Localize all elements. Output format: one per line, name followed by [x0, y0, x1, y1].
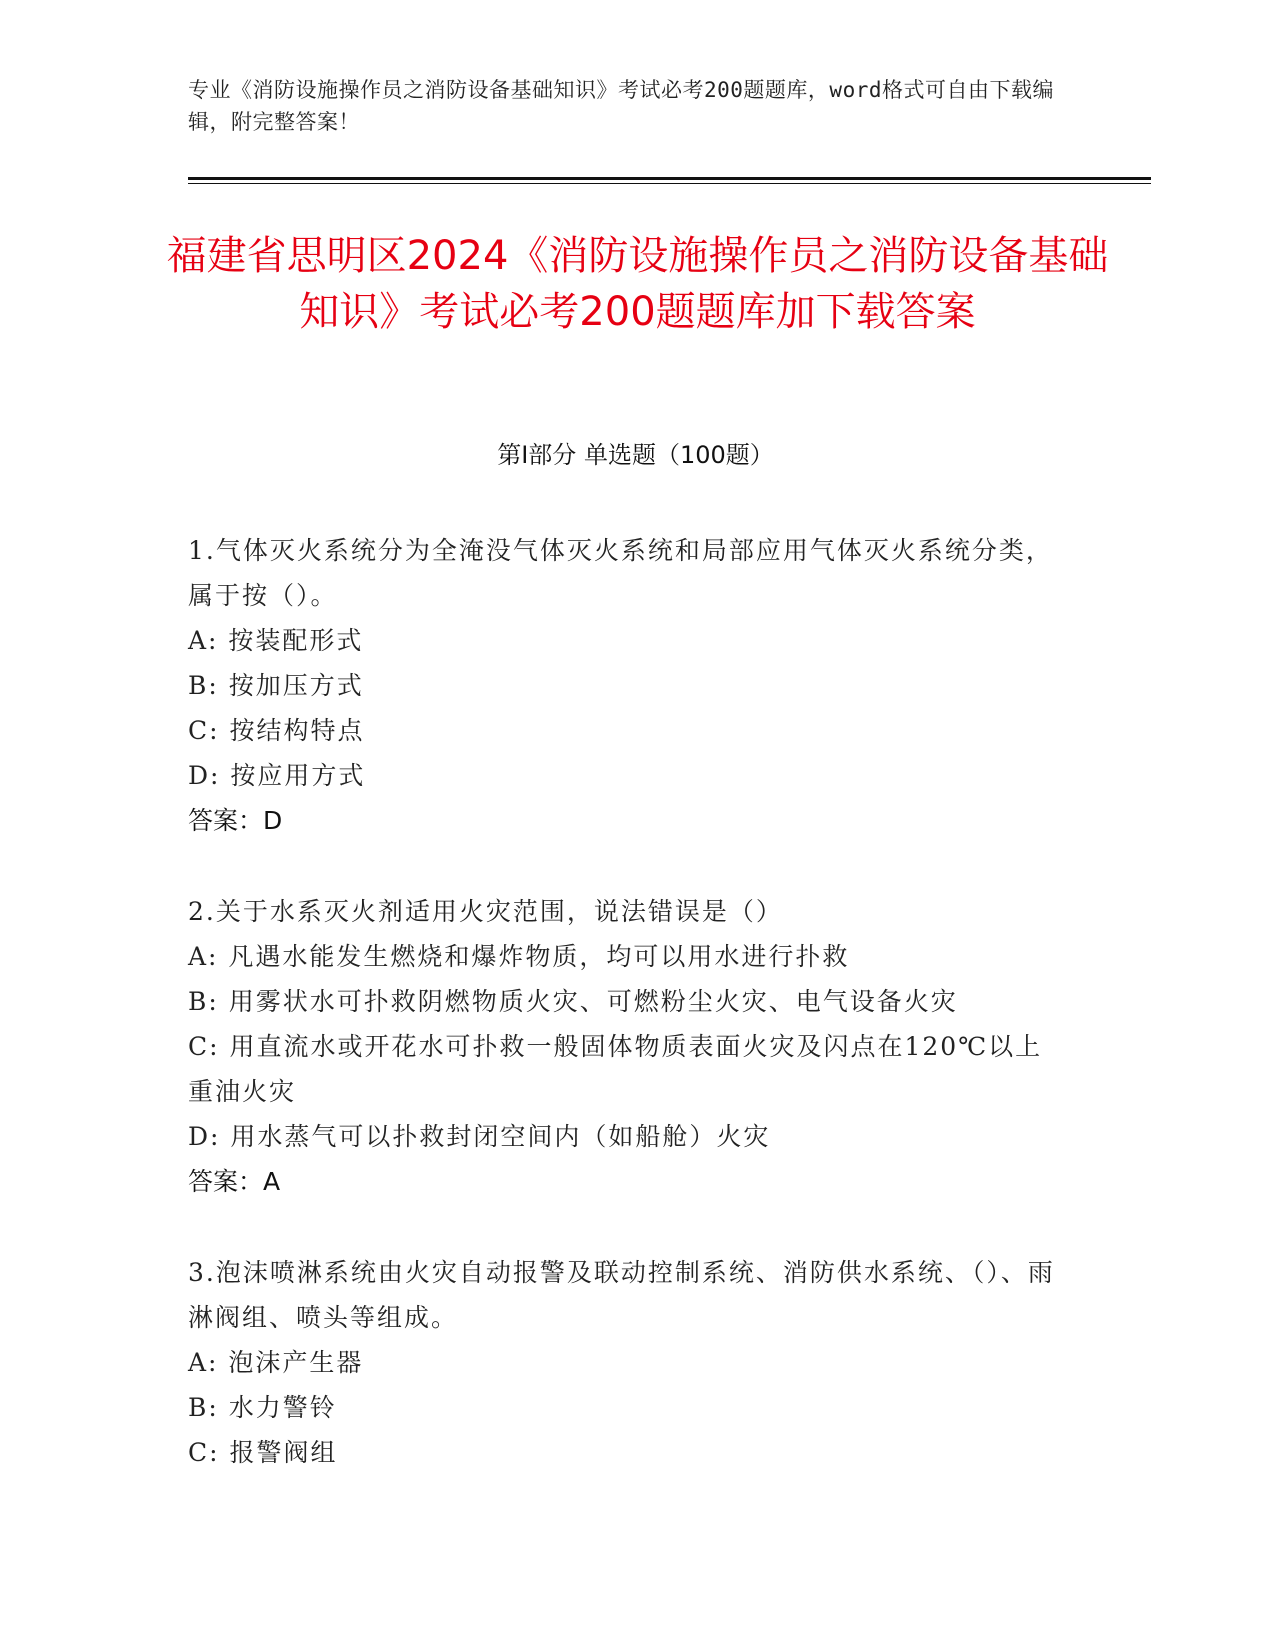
option-a: A: 按装配形式 [188, 626, 364, 655]
header-note: 专业《消防设施操作员之消防设备基础知识》考试必考200题题库，word格式可自由下载编辑，附完整答案！ [188, 78, 1054, 134]
option-c: C: 用直流水或开花水可扑救一般固体物质表面火灾及闪点在120℃以上重油火灾 [188, 1032, 1043, 1106]
header-divider-thick [188, 177, 1151, 180]
option-c: C: 报警阀组 [188, 1438, 338, 1467]
option-d: D: 按应用方式 [188, 761, 366, 790]
answer-line: 答案：D [188, 806, 283, 835]
option-a: A: 凡遇水能发生燃烧和爆炸物质，均可以用水进行扑救 [188, 942, 850, 971]
question-stem: 1.气体灭火系统分为全淹没气体灭火系统和局部应用气体灭火系统分类，属于按（）。 [188, 536, 1053, 610]
document-title: 福建省思明区2024《消防设施操作员之消防设备基础知识》考试必考200题题库加下载答案 [166, 233, 1109, 335]
question-2 [188, 889, 1068, 1204]
question-list [188, 528, 1068, 1521]
question-1 [188, 528, 1068, 843]
option-a: A: 泡沫产生器 [188, 1348, 364, 1377]
header-divider-thin [188, 183, 1151, 184]
option-c: C: 按结构特点 [188, 716, 365, 745]
option-b: B: 用雾状水可扑救阴燃物质火灾、可燃粉尘火灾、电气设备火灾 [188, 987, 958, 1016]
question-stem: 2.关于水系灭火剂适用火灾范围，说法错误是（） [188, 897, 783, 926]
option-d: D: 用水蒸气可以扑救封闭空间内（如船舱）火灾 [188, 1122, 771, 1151]
option-b: B: 按加压方式 [188, 671, 364, 700]
question-3 [188, 1250, 1068, 1475]
option-b: B: 水力警铃 [188, 1393, 337, 1422]
section-title: 第I部分 单选题（100题） [497, 441, 774, 469]
answer-line: 答案：A [188, 1167, 281, 1196]
question-stem: 3.泡沫喷淋系统由火灾自动报警及联动控制系统、消防供水系统、（）、雨淋阀组、喷头等组成。 [188, 1258, 1055, 1332]
